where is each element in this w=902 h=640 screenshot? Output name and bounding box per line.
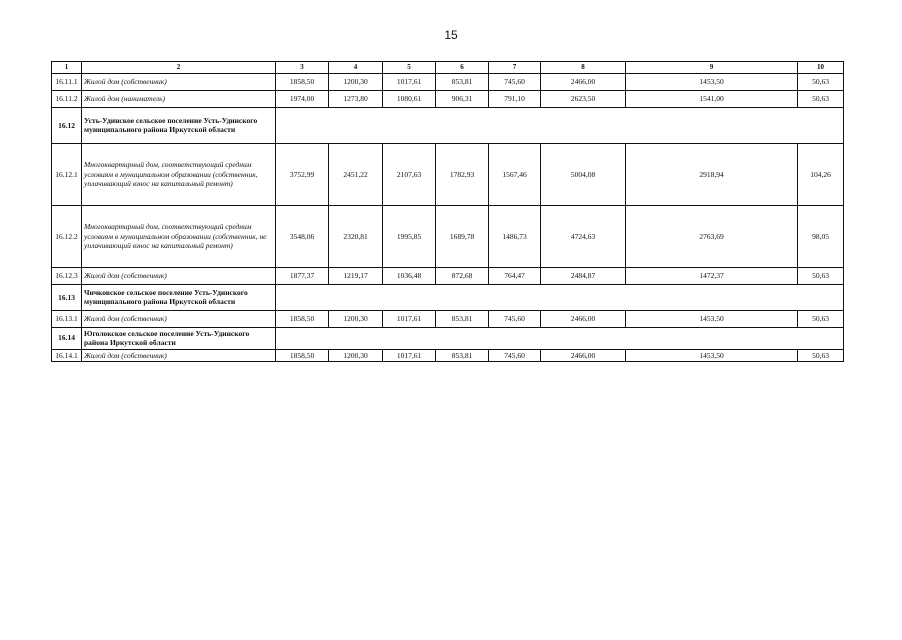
row-description: Жилой дом (собственник) [82, 267, 276, 284]
value-cell: 791,10 [489, 90, 541, 107]
table-row [52, 267, 844, 284]
row-description: Многоквартирный дом, соответствующий средним условиям в муниципальном образовании (собственник, уплачивающий взнос на капитальный ремонт) [82, 143, 276, 205]
value-cell: 2466,00 [541, 310, 626, 327]
value-cell: 1200,30 [329, 349, 383, 361]
row-number: 16.11.2 [52, 90, 82, 107]
value-cell: 1472,37 [626, 267, 798, 284]
value-cell: 2320,81 [329, 205, 383, 267]
value-cell: 1858,50 [276, 73, 329, 90]
value-cell: 764,47 [489, 267, 541, 284]
header-cell: 3 [276, 62, 329, 74]
value-cell: 2466,00 [541, 73, 626, 90]
value-cell: 1200,30 [329, 73, 383, 90]
row-number: 16.12.1 [52, 143, 82, 205]
table-row [52, 143, 844, 205]
value-cell: 1877,37 [276, 267, 329, 284]
row-description: Жилой дом (собственник) [82, 73, 276, 90]
header-cell: 9 [626, 62, 798, 74]
value-cell: 2763,69 [626, 205, 798, 267]
row-description: Жилой дом (собственник) [82, 349, 276, 361]
section-number: 16.12 [52, 107, 82, 143]
value-cell: 1219,17 [329, 267, 383, 284]
table-row [52, 310, 844, 327]
row-number: 16.12.2 [52, 205, 82, 267]
section-title: Усть-Удинское сельское поселение Усть-Удинского муниципального района Иркутской области [82, 107, 276, 143]
table-row [52, 205, 844, 267]
value-cell: 1858,50 [276, 310, 329, 327]
value-cell: 1200,30 [329, 310, 383, 327]
header-cell: 4 [329, 62, 383, 74]
value-cell: 1453,50 [626, 349, 798, 361]
value-cell: 1486,73 [489, 205, 541, 267]
value-cell: 853,81 [436, 349, 489, 361]
header-cell: 10 [798, 62, 844, 74]
value-cell: 50,63 [798, 267, 844, 284]
value-cell: 4724,63 [541, 205, 626, 267]
value-cell: 1017,61 [383, 349, 436, 361]
value-cell: 853,81 [436, 73, 489, 90]
value-cell: 1080,61 [383, 90, 436, 107]
table-row [52, 90, 844, 107]
page-number: 15 [444, 28, 458, 42]
value-cell: 50,63 [798, 310, 844, 327]
value-cell: 2466,00 [541, 349, 626, 361]
section-title: Чичковское сельское поселение Усть-Удинского муниципального района Иркутской области [82, 284, 276, 310]
section-number: 16.14 [52, 327, 82, 349]
value-cell: 853,81 [436, 310, 489, 327]
row-number: 16.12.3 [52, 267, 82, 284]
value-cell: 2623,50 [541, 90, 626, 107]
row-number: 16.14.1 [52, 349, 82, 361]
value-cell: 1017,61 [383, 310, 436, 327]
value-cell: 2484,87 [541, 267, 626, 284]
value-cell: 50,63 [798, 90, 844, 107]
value-cell: 1541,00 [626, 90, 798, 107]
value-cell: 1567,46 [489, 143, 541, 205]
value-cell: 2451,22 [329, 143, 383, 205]
value-cell: 1017,61 [383, 73, 436, 90]
value-cell: 3548,06 [276, 205, 329, 267]
row-number: 16.11.1 [52, 73, 82, 90]
value-cell: 104,26 [798, 143, 844, 205]
value-cell: 50,63 [798, 73, 844, 90]
section-row [52, 327, 844, 349]
row-number: 16.13.1 [52, 310, 82, 327]
tariff-table [51, 61, 844, 362]
table-row [52, 349, 844, 361]
value-cell: 745,60 [489, 310, 541, 327]
value-cell: 5004,08 [541, 143, 626, 205]
section-filler [276, 107, 844, 143]
value-cell: 1273,80 [329, 90, 383, 107]
table-row [52, 73, 844, 90]
section-row [52, 284, 844, 310]
value-cell: 3752,99 [276, 143, 329, 205]
header-cell: 1 [52, 62, 82, 74]
row-description: Многоквартирный дом, соответствующий средним условиям в муниципальном образовании (собственник, не уплачивающий взнос на капитальный ремонт) [82, 205, 276, 267]
section-row [52, 107, 844, 143]
row-description: Жилой дом (наниматель) [82, 90, 276, 107]
header-cell: 6 [436, 62, 489, 74]
value-cell: 1782,93 [436, 143, 489, 205]
value-cell: 1453,50 [626, 73, 798, 90]
value-cell: 872,68 [436, 267, 489, 284]
section-number: 16.13 [52, 284, 82, 310]
row-description: Жилой дом (собственник) [82, 310, 276, 327]
header-cell: 5 [383, 62, 436, 74]
value-cell: 98,05 [798, 205, 844, 267]
value-cell: 2918,94 [626, 143, 798, 205]
section-filler [276, 327, 844, 349]
section-filler [276, 284, 844, 310]
value-cell: 1453,50 [626, 310, 798, 327]
value-cell: 745,60 [489, 73, 541, 90]
value-cell: 50,63 [798, 349, 844, 361]
header-cell: 2 [82, 62, 276, 74]
value-cell: 906,31 [436, 90, 489, 107]
value-cell: 1995,85 [383, 205, 436, 267]
value-cell: 1689,78 [436, 205, 489, 267]
header-cell: 8 [541, 62, 626, 74]
value-cell: 1858,50 [276, 349, 329, 361]
value-cell: 1974,00 [276, 90, 329, 107]
value-cell: 745,60 [489, 349, 541, 361]
section-title: Юголокское сельское поселение Усть-Удинского района Иркутской области [82, 327, 276, 349]
header-row [52, 62, 844, 74]
value-cell: 1036,48 [383, 267, 436, 284]
header-cell: 7 [489, 62, 541, 74]
value-cell: 2107,63 [383, 143, 436, 205]
